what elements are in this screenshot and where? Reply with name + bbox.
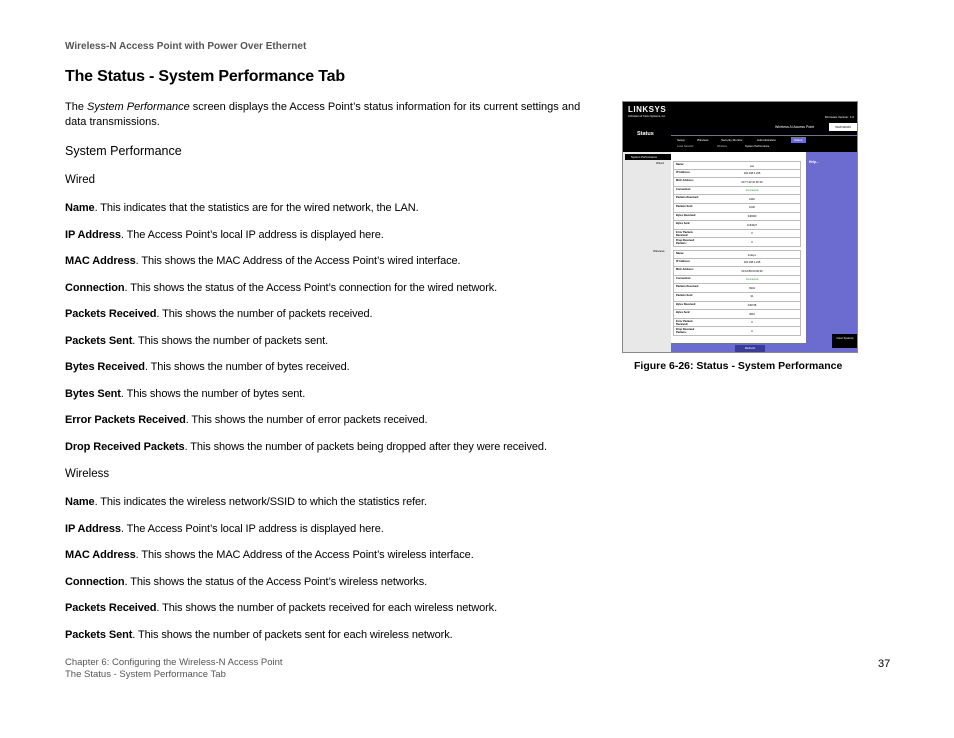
screenshot-help-panel bbox=[806, 152, 858, 353]
term: Packets Received bbox=[65, 308, 157, 320]
wired-stats-table bbox=[673, 161, 801, 247]
desc: . This shows the number of error packets received. bbox=[185, 414, 428, 426]
wireless-heading: Wireless bbox=[65, 468, 110, 480]
desc: . This shows the status of the Access Point’s wireless networks. bbox=[124, 576, 428, 588]
main-tabs bbox=[671, 135, 858, 143]
sub-tabs bbox=[671, 143, 858, 151]
refresh-button[interactable]: Refresh bbox=[735, 345, 765, 352]
table-row: Bytes Sent: 1164627 bbox=[673, 221, 801, 230]
help-link[interactable]: Help... bbox=[809, 160, 819, 164]
page-number: 37 bbox=[878, 658, 891, 670]
running-header: Wireless-N Access Point with Power Over Ethernet bbox=[65, 41, 307, 52]
intro-pre: The bbox=[65, 101, 88, 113]
table-row: IP Address: 192.168.1.245 bbox=[673, 170, 801, 179]
intro-post: screen displays the Access Point’s status information for its current settings and data transmissions. bbox=[65, 101, 581, 128]
term: Name bbox=[65, 202, 95, 214]
table-row: Drop Received Packets: 0 bbox=[673, 238, 801, 247]
linksys-logo: LINKSYS bbox=[628, 105, 667, 114]
wireless-stats-table bbox=[673, 250, 801, 336]
term: IP Address bbox=[65, 229, 121, 241]
tab-setup[interactable]: Setup bbox=[677, 138, 685, 142]
tab-administration[interactable]: Administration bbox=[757, 138, 777, 142]
footer-section: The Status - System Performance Tab bbox=[65, 669, 226, 680]
term: MAC Address bbox=[65, 549, 136, 561]
wired-item-packets-received bbox=[65, 308, 372, 320]
desc: . This indicates the wireless network/SSID to which the statistics refer. bbox=[94, 496, 427, 508]
firmware-version: Firmware Version: 1.0 bbox=[824, 115, 854, 119]
term: Bytes Received bbox=[65, 361, 145, 373]
table-row: Name: linksys bbox=[673, 250, 801, 259]
wireless-item-mac bbox=[65, 549, 474, 561]
intro-paragraph bbox=[65, 100, 595, 130]
table-row: Error Packets Received: 0 bbox=[673, 230, 801, 239]
term: Error Packets Received bbox=[65, 414, 186, 426]
table-row: Bytes Received: 446728 bbox=[673, 302, 801, 311]
wired-item-mac bbox=[65, 255, 461, 267]
page-label: Status bbox=[637, 131, 654, 137]
desc: . This shows the number of packets received. bbox=[156, 308, 373, 320]
table-row: Bytes Sent: 3916 bbox=[673, 310, 801, 319]
wired-item-name bbox=[65, 202, 419, 214]
wired-item-bytes-received bbox=[65, 361, 350, 373]
wireless-item-packets-sent bbox=[65, 629, 453, 641]
term: MAC Address bbox=[65, 255, 136, 267]
table-row: MAC Address: 00:16:B6:00:00:00 bbox=[673, 267, 801, 276]
desc: . This shows the number of packets being dropped after they were received. bbox=[184, 441, 547, 453]
model-number: WAP4400N bbox=[829, 123, 857, 131]
term: Name bbox=[65, 496, 95, 508]
left-section-label: System Performance bbox=[625, 154, 671, 160]
desc: . This shows the number of packets sent. bbox=[132, 335, 329, 347]
footer bbox=[65, 657, 283, 681]
desc: . This shows the number of packets sent for each wireless network. bbox=[132, 629, 453, 641]
table-row: MAC Address: 00:77:22:10:FF:00 bbox=[673, 178, 801, 187]
term: Packets Sent bbox=[65, 629, 133, 641]
table-row: Drop Received Packets: 0 bbox=[673, 327, 801, 336]
table-row: Packets Sent: 1036 bbox=[673, 204, 801, 213]
product-name: Wireless-N Access Point bbox=[775, 125, 815, 129]
wireless-item-packets-received bbox=[65, 602, 497, 614]
term: IP Address bbox=[65, 523, 121, 535]
desc: . This shows the number of bytes received. bbox=[144, 361, 350, 373]
section-title: The Status - System Performance Tab bbox=[65, 68, 345, 85]
table-row: Error Packets Received: 0 bbox=[673, 319, 801, 328]
wireless-item-ip bbox=[65, 523, 384, 535]
term: Packets Sent bbox=[65, 335, 133, 347]
desc: . This indicates that the statistics are for the wired network, the LAN. bbox=[94, 202, 419, 214]
term: Bytes Sent bbox=[65, 388, 121, 400]
table-row: Packets Received: 6944 bbox=[673, 284, 801, 293]
term: Connection bbox=[65, 576, 125, 588]
desc: . This shows the status of the Access Point’s connection for the wired network. bbox=[124, 282, 498, 294]
subtab-wireless[interactable]: Wireless bbox=[717, 145, 727, 148]
subtab-system-performance[interactable]: System Performance bbox=[745, 145, 770, 148]
status-screenshot bbox=[622, 101, 858, 353]
wired-heading: Wired bbox=[65, 174, 96, 186]
wired-item-connection bbox=[65, 282, 497, 294]
table-row: Packets Received: 2462 bbox=[673, 195, 801, 204]
table-row: Connection: Connected bbox=[673, 187, 801, 196]
wireless-item-connection bbox=[65, 576, 427, 588]
wired-item-packets-sent bbox=[65, 335, 328, 347]
tab-wireless[interactable]: Wireless bbox=[697, 138, 709, 142]
tab-status[interactable]: Status bbox=[791, 137, 806, 143]
desc: . This shows the number of packets received for each wireless network. bbox=[156, 602, 498, 614]
term: Packets Received bbox=[65, 602, 157, 614]
wired-item-bytes-sent bbox=[65, 388, 305, 400]
intro-emphasis: System Performance bbox=[87, 101, 190, 113]
subtab-local-network[interactable]: Local Network bbox=[677, 145, 694, 148]
table-row: Bytes Received: 346000 bbox=[673, 213, 801, 222]
table-row: Name: Lan bbox=[673, 161, 801, 170]
desc: . This shows the MAC Address of the Access Point’s wireless interface. bbox=[135, 549, 474, 561]
table-row: IP Address: 192.168.1.245 bbox=[673, 259, 801, 268]
figure-caption: Figure 6-26: Status - System Performance bbox=[634, 360, 843, 372]
term: Drop Received Packets bbox=[65, 441, 185, 453]
left-wireless-label: Wireless bbox=[653, 249, 665, 253]
table-row: Packets Sent: 91 bbox=[673, 293, 801, 302]
wired-item-drop-packets bbox=[65, 441, 547, 453]
cisco-logo: Cisco Systems bbox=[832, 334, 858, 348]
term: Connection bbox=[65, 282, 125, 294]
desc: . The Access Point’s local IP address is displayed here. bbox=[120, 229, 384, 241]
desc: . This shows the number of bytes sent. bbox=[120, 388, 306, 400]
wireless-item-name bbox=[65, 496, 427, 508]
desc: . The Access Point’s local IP address is displayed here. bbox=[120, 523, 384, 535]
logo-subtitle: A Division of Cisco Systems, Inc. bbox=[628, 115, 666, 118]
system-performance-heading: System Performance bbox=[65, 144, 182, 158]
footer-chapter: Chapter 6: Configuring the Wireless-N Access Point bbox=[65, 657, 283, 668]
desc: . This shows the MAC Address of the Access Point’s wired interface. bbox=[135, 255, 461, 267]
wired-item-error-packets bbox=[65, 414, 428, 426]
table-row: Connection: Connected bbox=[673, 276, 801, 285]
tab-security-monitor[interactable]: Security Monitor bbox=[721, 138, 743, 142]
wired-item-ip bbox=[65, 229, 384, 241]
left-wired-label: Wired bbox=[656, 161, 664, 165]
